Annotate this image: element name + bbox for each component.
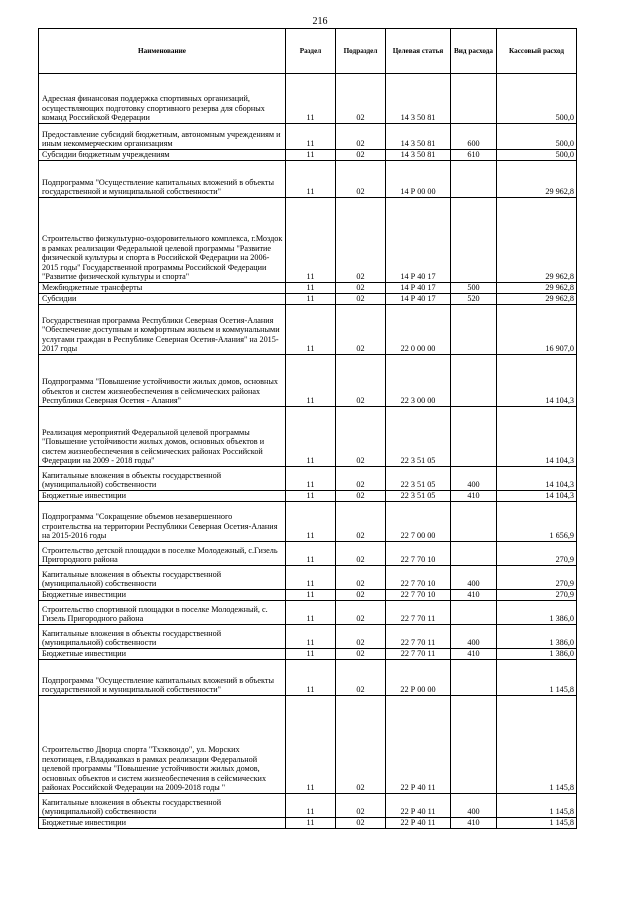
row-amount: 500,0 <box>497 124 577 150</box>
row-section: 11 <box>286 124 336 150</box>
header-target: Целевая статья <box>386 29 451 74</box>
header-amount: Кассовый расход <box>497 29 577 74</box>
row-subsection: 02 <box>336 294 386 305</box>
row-expense-type <box>451 502 497 542</box>
row-expense-type <box>451 407 497 467</box>
row-name: Строительство Дворца спорта "Тхэквондо", ул. Морских пехотинцев, г.Владикавказ в рамках реализации Федеральной целевой программы "Повышение устойчивости жилых домов, основных объектов и систем жизнеобеспечения в сейсмических районах Российской Федерации на 2009-2018 годы " <box>39 696 286 794</box>
row-expense-type <box>451 601 497 625</box>
row-amount: 1 145,8 <box>497 696 577 794</box>
row-target: 22 3 51 05 <box>386 467 451 491</box>
row-section: 11 <box>286 794 336 818</box>
table-row <box>39 542 577 566</box>
header-row <box>39 29 577 74</box>
row-expense-type: 610 <box>451 150 497 161</box>
row-expense-type: 400 <box>451 566 497 590</box>
row-name: Капитальные вложения в объекты государственной (муниципальной) собственности <box>39 467 286 491</box>
row-name: Подпрограмма "Повышение устойчивости жилых домов, основных объектов и систем жизнеобеспечения в сейсмических районах Республики Северная Осетия - Алания" <box>39 355 286 407</box>
row-expense-type: 520 <box>451 294 497 305</box>
row-subsection: 02 <box>336 625 386 649</box>
row-amount: 1 386,0 <box>497 601 577 625</box>
row-target: 14 3 50 81 <box>386 74 451 124</box>
row-expense-type: 410 <box>451 491 497 502</box>
row-target: 22 Р 40 11 <box>386 818 451 829</box>
row-subsection: 02 <box>336 502 386 542</box>
row-expense-type <box>451 696 497 794</box>
row-amount: 1 386,0 <box>497 625 577 649</box>
row-section: 11 <box>286 198 336 283</box>
row-expense-type: 400 <box>451 467 497 491</box>
page-number: 216 <box>312 16 328 27</box>
row-expense-type: 600 <box>451 124 497 150</box>
row-name: Подпрограмма "Осуществление капитальных вложений в объекты государственной и муниципальной собственности" <box>39 161 286 198</box>
row-target: 22 7 70 11 <box>386 601 451 625</box>
row-name: Капитальные вложения в объекты государственной (муниципальной) собственности <box>39 625 286 649</box>
row-expense-type <box>451 305 497 355</box>
table-row <box>39 625 577 649</box>
row-amount: 270,9 <box>497 590 577 601</box>
row-section: 11 <box>286 407 336 467</box>
row-target: 14 Р 40 17 <box>386 283 451 294</box>
row-section: 11 <box>286 818 336 829</box>
row-amount: 16 907,0 <box>497 305 577 355</box>
row-subsection: 02 <box>336 161 386 198</box>
row-name: Бюджетные инвестиции <box>39 590 286 601</box>
table-row <box>39 283 577 294</box>
row-name: Подпрограмма "Сокращение объемов незавершенного строительства на территории Республики Северная Осетия-Алания на 2015-2016 годы <box>39 502 286 542</box>
row-section: 11 <box>286 294 336 305</box>
table-row <box>39 150 577 161</box>
row-expense-type <box>451 355 497 407</box>
header-subsection: Подраздел <box>336 29 386 74</box>
row-amount: 29 962,8 <box>497 283 577 294</box>
row-name: Государственная программа Республики Северная Осетия-Алания "Обеспечение доступным и комфортным жильем и коммунальными услугами граждан в Республике Северная Осетия-Алания" на 2015-2017 годы <box>39 305 286 355</box>
row-name: Строительство физкультурно-оздоровительного комплекса, г.Моздок в рамках реализации Федеральной целевой программы "Развитие физической культуры и спорта в Российской Федерации на 2006-2015 годы" Государственной программы Российской Федерации "Развитие физической культуры и спорта" <box>39 198 286 283</box>
row-subsection: 02 <box>336 407 386 467</box>
row-target: 22 7 70 10 <box>386 566 451 590</box>
table-row <box>39 294 577 305</box>
row-subsection: 02 <box>336 542 386 566</box>
row-target: 22 7 00 00 <box>386 502 451 542</box>
row-target: 22 Р 00 00 <box>386 660 451 696</box>
row-target: 22 Р 40 11 <box>386 794 451 818</box>
row-target: 22 0 00 00 <box>386 305 451 355</box>
row-subsection: 02 <box>336 283 386 294</box>
row-expense-type <box>451 660 497 696</box>
row-target: 22 7 70 10 <box>386 590 451 601</box>
row-target: 22 7 70 11 <box>386 625 451 649</box>
row-subsection: 02 <box>336 305 386 355</box>
row-target: 14 3 50 81 <box>386 150 451 161</box>
row-target: 14 Р 40 17 <box>386 198 451 283</box>
row-target: 22 3 51 05 <box>386 407 451 467</box>
row-target: 14 Р 00 00 <box>386 161 451 198</box>
row-section: 11 <box>286 625 336 649</box>
row-section: 11 <box>286 161 336 198</box>
row-amount: 1 656,9 <box>497 502 577 542</box>
row-subsection: 02 <box>336 74 386 124</box>
row-section: 11 <box>286 696 336 794</box>
row-target: 14 3 50 81 <box>386 124 451 150</box>
row-name: Строительство детской площадки в поселке Молодежный, с.Гизель Пригородного района <box>39 542 286 566</box>
row-target: 22 Р 40 11 <box>386 696 451 794</box>
row-section: 11 <box>286 283 336 294</box>
row-subsection: 02 <box>336 590 386 601</box>
table-row <box>39 467 577 491</box>
row-expense-type: 410 <box>451 649 497 660</box>
table-row <box>39 491 577 502</box>
row-section: 11 <box>286 590 336 601</box>
row-expense-type <box>451 74 497 124</box>
row-section: 11 <box>286 566 336 590</box>
table-row <box>39 407 577 467</box>
expense-table <box>38 28 577 829</box>
row-subsection: 02 <box>336 124 386 150</box>
row-name: Бюджетные инвестиции <box>39 818 286 829</box>
row-section: 11 <box>286 649 336 660</box>
row-expense-type: 400 <box>451 625 497 649</box>
table-row <box>39 794 577 818</box>
row-amount: 14 104,3 <box>497 355 577 407</box>
row-target: 14 Р 40 17 <box>386 294 451 305</box>
table-row <box>39 818 577 829</box>
row-amount: 500,0 <box>497 150 577 161</box>
row-section: 11 <box>286 74 336 124</box>
row-name: Капитальные вложения в объекты государственной (муниципальной) собственности <box>39 794 286 818</box>
row-section: 11 <box>286 601 336 625</box>
header-name: Наименование <box>39 29 286 74</box>
row-subsection: 02 <box>336 818 386 829</box>
row-subsection: 02 <box>336 649 386 660</box>
row-amount: 1 386,0 <box>497 649 577 660</box>
row-amount: 14 104,3 <box>497 467 577 491</box>
row-name: Строительство спортивной площадки в поселке Молодежный, с. Гизель Пригородного района <box>39 601 286 625</box>
row-name: Реализация мероприятий Федеральной целевой программы "Повышение устойчивости жилых домов, основных объектов и систем жизнеобеспечения в сейсмических районах Российской Федерации на 2009 - 2018 годы" <box>39 407 286 467</box>
row-expense-type: 500 <box>451 283 497 294</box>
header-expense-type: Вид расхода <box>451 29 497 74</box>
table-row <box>39 74 577 124</box>
row-subsection: 02 <box>336 566 386 590</box>
row-subsection: 02 <box>336 198 386 283</box>
row-section: 11 <box>286 502 336 542</box>
table-row <box>39 649 577 660</box>
row-section: 11 <box>286 355 336 407</box>
row-amount: 1 145,8 <box>497 794 577 818</box>
row-amount: 14 104,3 <box>497 491 577 502</box>
row-section: 11 <box>286 491 336 502</box>
row-target: 22 3 00 00 <box>386 355 451 407</box>
table-row <box>39 355 577 407</box>
row-section: 11 <box>286 467 336 491</box>
row-subsection: 02 <box>336 467 386 491</box>
row-amount: 270,9 <box>497 542 577 566</box>
table-row <box>39 305 577 355</box>
row-section: 11 <box>286 150 336 161</box>
row-amount: 29 962,8 <box>497 198 577 283</box>
row-target: 22 7 70 10 <box>386 542 451 566</box>
row-amount: 1 145,8 <box>497 818 577 829</box>
row-subsection: 02 <box>336 491 386 502</box>
row-expense-type <box>451 198 497 283</box>
row-subsection: 02 <box>336 601 386 625</box>
row-amount: 29 962,8 <box>497 294 577 305</box>
table-row <box>39 601 577 625</box>
row-name: Бюджетные инвестиции <box>39 649 286 660</box>
table-row <box>39 590 577 601</box>
row-amount: 29 962,8 <box>497 161 577 198</box>
row-expense-type <box>451 542 497 566</box>
row-name: Капитальные вложения в объекты государственной (муниципальной) собственности <box>39 566 286 590</box>
row-target: 22 3 51 05 <box>386 491 451 502</box>
row-section: 11 <box>286 305 336 355</box>
row-subsection: 02 <box>336 696 386 794</box>
row-amount: 1 145,8 <box>497 660 577 696</box>
table-row <box>39 696 577 794</box>
header-section: Раздел <box>286 29 336 74</box>
table-row <box>39 566 577 590</box>
row-target: 22 7 70 11 <box>386 649 451 660</box>
table-row <box>39 124 577 150</box>
row-name: Субсидии бюджетным учреждениям <box>39 150 286 161</box>
table-row <box>39 161 577 198</box>
row-name: Адресная финансовая поддержка спортивных организаций, осуществляющих подготовку спортивного резерва для сборных команд Российской Федерации <box>39 74 286 124</box>
table-row <box>39 198 577 283</box>
row-name: Предоставление субсидий бюджетным, автономным учреждениям и иным некоммерческим организациям <box>39 124 286 150</box>
table-row <box>39 502 577 542</box>
row-subsection: 02 <box>336 660 386 696</box>
row-name: Субсидии <box>39 294 286 305</box>
row-subsection: 02 <box>336 794 386 818</box>
row-name: Бюджетные инвестиции <box>39 491 286 502</box>
row-name: Подпрограмма "Осуществление капитальных вложений в объекты государственной и муниципальной собственности" <box>39 660 286 696</box>
row-section: 11 <box>286 660 336 696</box>
row-expense-type: 410 <box>451 590 497 601</box>
row-subsection: 02 <box>336 150 386 161</box>
table-row <box>39 660 577 696</box>
row-section: 11 <box>286 542 336 566</box>
row-expense-type <box>451 161 497 198</box>
row-name: Межбюджетные трансферты <box>39 283 286 294</box>
row-amount: 500,0 <box>497 74 577 124</box>
row-amount: 14 104,3 <box>497 407 577 467</box>
row-expense-type: 410 <box>451 818 497 829</box>
row-subsection: 02 <box>336 355 386 407</box>
row-expense-type: 400 <box>451 794 497 818</box>
row-amount: 270,9 <box>497 566 577 590</box>
